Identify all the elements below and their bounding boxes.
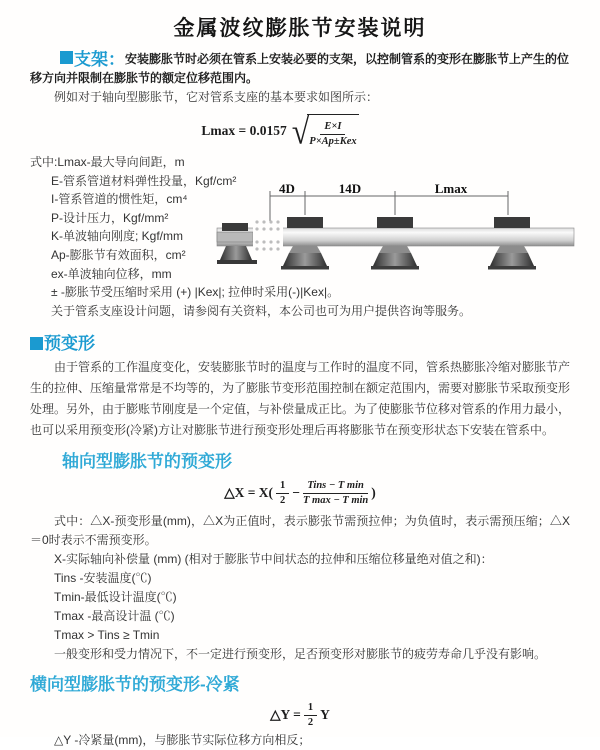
formula-lmax-fraction (309, 121, 356, 148)
temp-denominator: T max − T min (302, 494, 369, 506)
temperature-fraction (303, 480, 368, 507)
diagram-label-4d: 4D (279, 181, 295, 196)
predeform-section-heading (30, 329, 570, 354)
formula-dy-rhs: Y (320, 707, 330, 723)
definition-line: I-管系管道的惯性矩，cm⁴ (51, 192, 188, 207)
sqrt-radical: √ (291, 110, 310, 152)
axial-note: X-实际轴向补偿量 (mm) (相对于膨胀节中间状态的拉伸和压缩位移量绝对值之和)： (54, 552, 493, 567)
half-fraction (276, 480, 289, 507)
section-marker-icon (30, 337, 43, 350)
pipe-support-diagram (217, 182, 574, 274)
definition-line: K-单波轴向刚度; Kgf/mm (51, 229, 184, 244)
axial-note: 一般变形和受力情况下，不一定进行预变形，足否预变形对膨胀节的疲劳寿命几乎没有影响。 (54, 647, 547, 662)
definition-line: ± -膨胀节受压缩时采用 (+) |Kex|; 拉伸时采用(-)|Kex|。 (51, 285, 340, 300)
axial-note: Tmin-最低设计温度(℃) (54, 590, 177, 605)
formula-dx-minus: − (292, 485, 300, 501)
predeform-heading-text: 预变形 (44, 334, 95, 354)
axial-note: Tmax > Tins ≥ Tmin (54, 628, 160, 643)
lateral-subheading: 横向型膨胀节的预变形-冷紧 (30, 675, 240, 695)
half-numerator: 1 (304, 702, 317, 716)
formula-lmax (30, 112, 530, 150)
diagram-label-lmax: Lmax (434, 181, 468, 196)
formula-delta-x (30, 478, 570, 508)
formula-dx-rhs: ) (371, 485, 376, 501)
axial-note-main: 式中：△X-预变形量(mm)，△X为正值时，表示膨张节需预拉伸；为负值时，表示需预压缩；△X＝0时表示不需预变形。 (30, 514, 570, 548)
axial-subheading: 轴向型膨胀节的预变形 (62, 452, 232, 472)
half-fraction (304, 702, 317, 729)
pipe-rod-left (217, 232, 253, 242)
formula-dy-lhs: △Y = (270, 707, 301, 723)
support-section-heading: 支架： (74, 50, 125, 69)
formula-lmax-lhs: Lmax = 0.0157 (201, 123, 287, 138)
axial-note: Tmax -最高设计温 (℃) (54, 609, 175, 624)
definitions-block (30, 153, 570, 320)
sqrt-body (307, 114, 358, 148)
page-title: 金属波纹膨胀节安装说明 (173, 17, 427, 40)
definition-line: P-设计压力，Kgf/mm² (51, 210, 169, 225)
definition-line: 关于管系支座设计问题，请参阅有关资料，本公司也可为用户提供咨询等服务。 (51, 303, 472, 318)
diagram-label-14d: 14D (338, 181, 362, 196)
lateral-note: △Y -冷紧量(mm)，与膨胀节实际位移方向相反； (54, 733, 311, 748)
formula-lmax-denominator: P×Ap±Kex (309, 136, 357, 147)
half-denominator: 2 (280, 494, 286, 506)
definition-line: ex-单波轴向位移，mm (51, 266, 172, 281)
bellows-icon (253, 220, 283, 250)
definition-line: 式中:Lmax-最大导向间距，m (30, 155, 185, 169)
support-section-intro (30, 50, 570, 88)
formula-lmax-numerator: E×I (320, 121, 345, 135)
half-numerator: 1 (276, 480, 289, 494)
formula-delta-y (30, 701, 570, 729)
document-content (0, 50, 600, 750)
half-denominator: 2 (307, 716, 314, 728)
formula-dx-lhs: △X = X( (224, 485, 274, 501)
definition-line: Ap-膨胀节有效面积，cm² (51, 247, 186, 262)
axial-note: Tins -安装温度(℃) (54, 571, 152, 586)
support-intro-text: 安装膨胀节时必须在管系上安装必要的支架，以控制管系的变形在膨胀节上产生的位移方向并限制在膨胀节的额定位移范围内。 (30, 52, 570, 85)
predeform-paragraph: 由于管系的工作温度变化，安装膨胀节时的温度与工作时的温度不同，管系热膨胀冷缩对膨胀节产生的拉伸、压缩量常常是不均等的，为了膨胀节变形范围控制在额定范围内，需要对膨胀节采取预变形处理。另外，由于膨账节刚度是一个定值，与补偿量成正比。为了使膨胀节位移对管系的作用力最小，也可以采用预变形(冷紧)方让对膨胀节进行预变形处理后再将膨胀节在预变形状态下安装在管系中。 (30, 360, 571, 438)
definition-line: E-管系管道材料弹性投量，Kgf/cm² (51, 173, 237, 188)
section-marker-icon (60, 51, 73, 64)
support-example-line: 例如对于轴向型膨胀节，它对管系支座的基本要求如图所示： (54, 90, 379, 104)
temp-numerator: Tins − T min (303, 480, 367, 494)
